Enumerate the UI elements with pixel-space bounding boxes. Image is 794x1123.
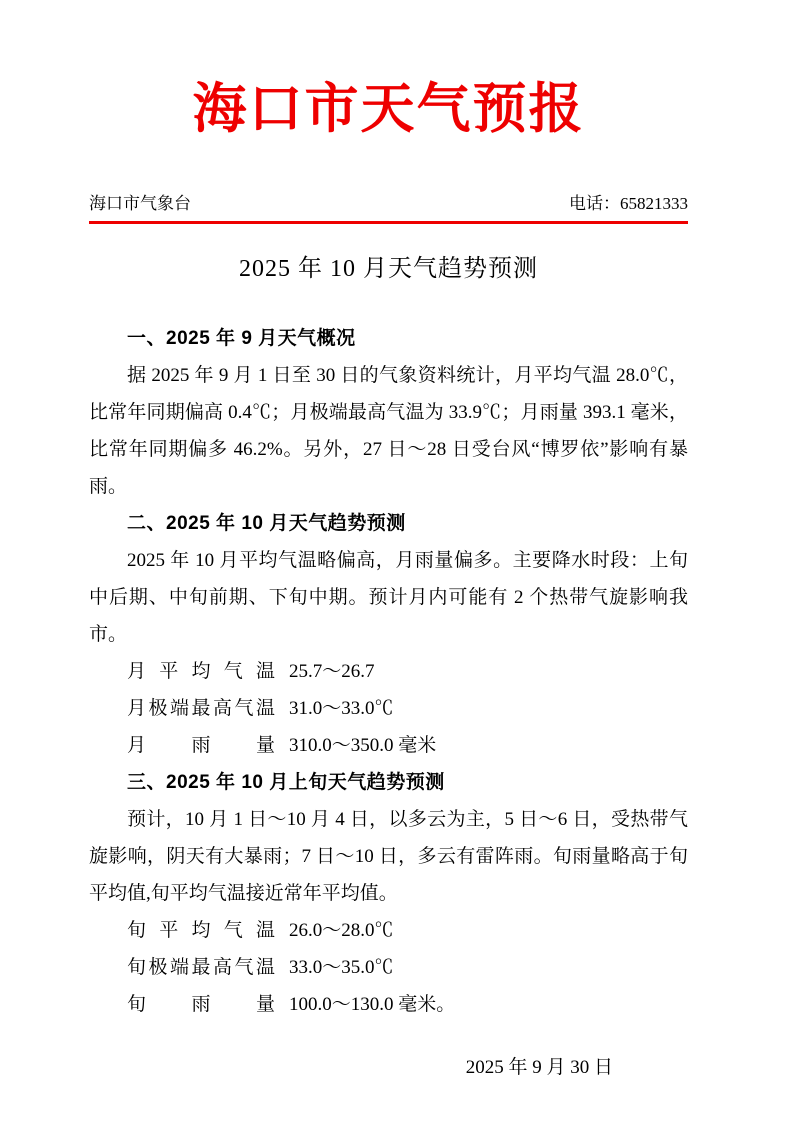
stat-label: 月极端最高气温 <box>127 698 275 719</box>
paragraph-october-trend: 2025 年 10 月平均气温略偏高，月雨量偏多。主要降水时段：上旬中后期、中旬前期、下旬中期。预计月内可能有 2 个热带气旋影响我市。 <box>89 550 688 645</box>
issuer-name: 海口市气象台 <box>89 194 191 213</box>
section-heading-october-trend: 二、2025 年 10 月天气趋势预测 <box>127 513 406 534</box>
stat-value: 310.0～350.0 毫米 <box>289 735 437 756</box>
document-title: 海口市天气预报 <box>192 79 585 139</box>
stat-row-month-rainfall <box>89 727 688 764</box>
issue-date: 2025 年 9 月 30 日 <box>465 1057 613 1078</box>
stat-row-dekad-extreme-max-temp <box>89 949 688 986</box>
stat-row-dekad-rainfall <box>89 986 688 1023</box>
document-body <box>89 320 688 1023</box>
paragraph-early-october-trend: 预计，10 月 1 日～10 月 4 日，以多云为主，5 日～6 日，受热带气旋影响，阴天有大暴雨；7 日～10 日，多云有雷阵雨。旬雨量略高于旬平均值,旬平均气温接近常年平均值。 <box>89 809 688 904</box>
stat-value: 100.0～130.0 毫米。 <box>289 994 456 1015</box>
stat-value: 26.0～28.0℃ <box>289 920 394 941</box>
stat-value: 25.7～26.7 <box>289 661 375 682</box>
stat-row-month-extreme-max-temp <box>89 690 688 727</box>
stat-label: 月平均气温 <box>127 661 275 682</box>
stat-value: 33.0～35.0℃ <box>289 957 394 978</box>
stat-value: 31.0～33.0℃ <box>289 698 394 719</box>
stat-row-month-mean-temp <box>89 653 688 690</box>
paragraph-september-overview: 据 2025 年 9 月 1 日至 30 日的气象资料统计，月平均气温 28.0℃，比常年同期偏高 0.4℃；月极端最高气温为 33.9℃；月雨量 393.1 毫米，比常年同期偏多 46.2%。另外，27 日～28 日受台风“博罗依”影响有暴雨。 <box>89 365 688 497</box>
stat-label: 月雨量 <box>127 735 275 756</box>
stat-label: 旬雨量 <box>127 994 275 1015</box>
section-heading-september-overview: 一、2025 年 9 月天气概况 <box>127 328 356 349</box>
phone-number: 电话：65821333 <box>569 194 688 213</box>
section-heading-early-october-trend: 三、2025 年 10 月上旬天气趋势预测 <box>127 772 445 793</box>
stat-label: 旬极端最高气温 <box>127 957 275 978</box>
letterhead-row <box>89 194 688 224</box>
stat-label: 旬平均气温 <box>127 920 275 941</box>
report-subtitle: 2025 年 10 月天气趋势预测 <box>239 256 538 282</box>
stat-row-dekad-mean-temp <box>89 912 688 949</box>
